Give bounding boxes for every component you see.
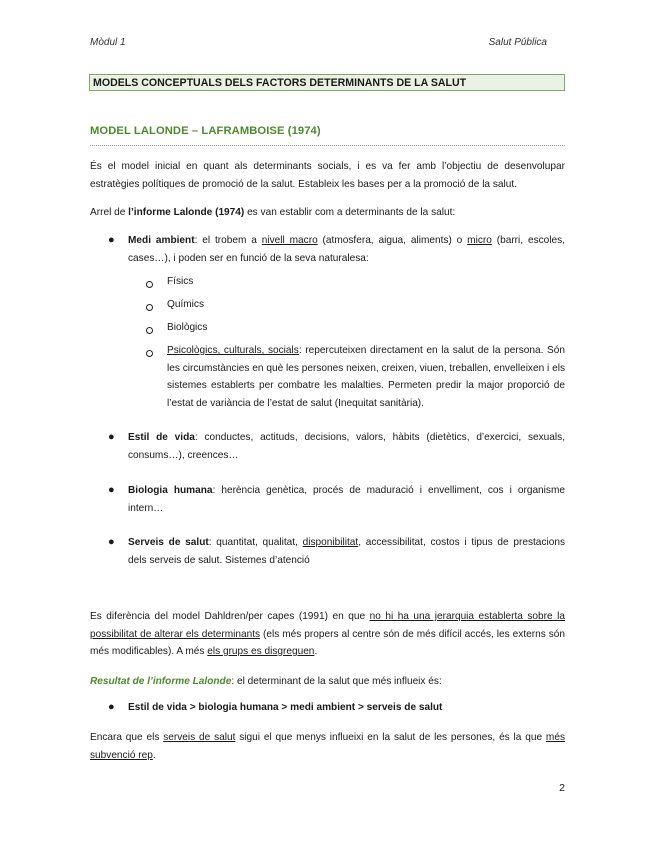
intro-paragraph: És el model inicial en quant als determinants socials, i es va fer amb l’objectiu de desenvolupar estratègies polítiques de promoció de la salut. Estableix les bases per a la promoció de la salut. [90, 161, 565, 190]
serveis-de-salut-item: Serveis de salut: quantitat, qualitat, disponibilitat, accessibilitat, costos i tipus de prestacions dels serveis de salut. Sistemes d’atenció [128, 537, 565, 566]
biologia-humana-item: Biologia humana: herència genètica, procés de maduració i envelliment, cos i organisme intern… [128, 485, 565, 514]
bullet-icon: ● [108, 701, 115, 713]
sub-item-fisics: Físics [167, 276, 194, 287]
final-paragraph: Encara que els serveis de salut sigui el que menys influeixi en la salut de les persones, és la que més subvenció rep. [90, 732, 565, 761]
circle-bullet-icon [146, 281, 153, 288]
page-number: 2 [559, 782, 565, 794]
header-subject: Salut Pública [488, 37, 547, 48]
estil-de-vida-item: Estil de vida: conductes, actituds, decisions, valors, hàbits (dietètics, d’exercici, sexuals, consums…), creences… [128, 432, 566, 461]
bullet-icon: ● [108, 431, 115, 443]
ranking-item: Estil de vida > biologia humana > medi ambient > serveis de salut [128, 702, 443, 713]
header-module: Mòdul 1 [90, 37, 126, 48]
sub-item-psicologics: Psicològics, culturals, socials: repercuteixen directament en la salut de la persona. Són les circumstàncies en què les persones neixen, creixen, viuen, treballen, envelleixen i els sistemes establerts per combatre les malalties. Permeten predir la major proporció de l’estat de variància de l’estat de salut (Inequitat sanitària). [167, 345, 565, 409]
model-subtitle: MODEL LALONDE – LAFRAMBOISE (1974) [90, 125, 321, 137]
arrel-paragraph: Arrel de l’informe Lalonde (1974) es van establir com a determinants de la salut: [90, 207, 456, 218]
bullet-icon: ● [108, 484, 115, 496]
divider [90, 145, 565, 146]
circle-bullet-icon [146, 304, 153, 311]
circle-bullet-icon [146, 350, 153, 357]
bullet-icon: ● [108, 536, 115, 548]
medi-ambient-item: Medi ambient: el trobem a nivell macro (atmosfera, aigua, aliments) o micro (barri, escoles, cases…), i poden ser en funció de la seva naturalesa: [128, 235, 565, 264]
sub-item-quimics: Químics [167, 299, 205, 310]
diferencia-paragraph: Es diferència del model Dahldren/per capes (1991) en que no hi ha una jerarquia establerta sobre la possibilitat de alterar els determinants (els més propers al centre són de més difícil accés, les externs són més modificables). A més els grups es disgreguen. [90, 611, 565, 657]
resultat-paragraph: Resultat de l’informe Lalonde: el determinant de la salut que més influeix és: [90, 676, 442, 687]
sub-item-biologics: Biològics [167, 322, 208, 333]
section-title: MODELS CONCEPTUALS DELS FACTORS DETERMINANTS DE LA SALUT [89, 74, 565, 91]
circle-bullet-icon [146, 327, 153, 334]
bullet-icon: ● [108, 234, 115, 246]
